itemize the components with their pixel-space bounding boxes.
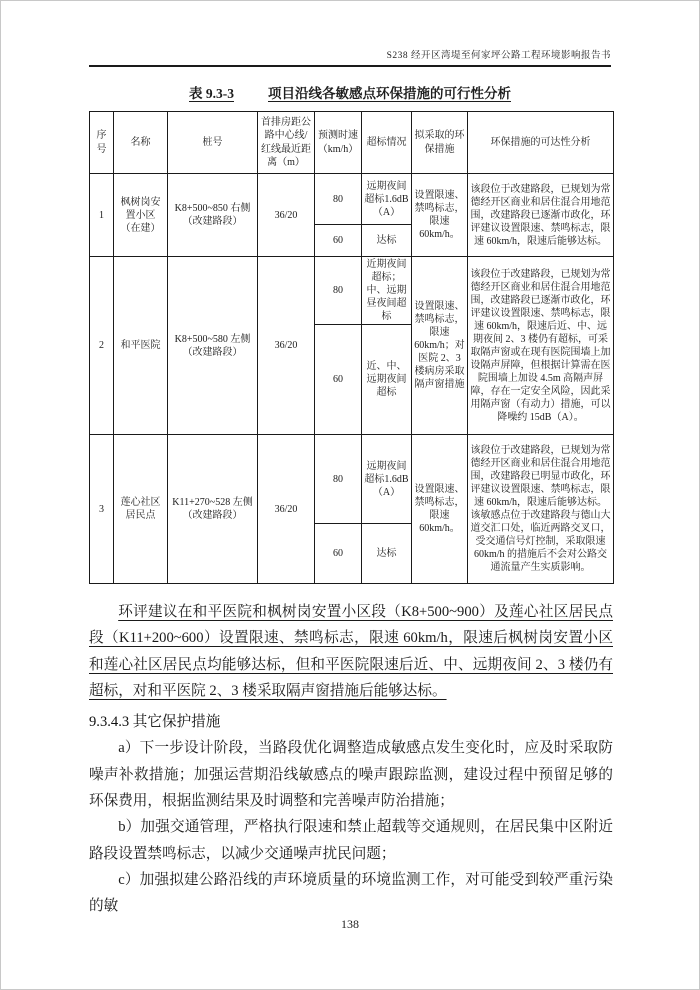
cell-stake: K11+270~528 左侧（改建路段） (168, 435, 258, 584)
running-header (89, 47, 611, 67)
cell-status: 达标 (362, 225, 412, 257)
col-header-measures: 拟采取的环保措施 (412, 112, 468, 174)
cell-status: 远期夜间超标1.6dB（A） (362, 435, 412, 524)
cell-status: 近期夜间超标；中、远期昼夜间超标 (362, 257, 412, 325)
cell-analysis: 该段位于改建路段，已规划为常德经开区商业和居住混合用地范围，改建路段已明显市政化，环评建议设置限速、禁鸣标志，限速 60km/h，限速后能够达标。该敏感点位于改建路段与德山大道交汇口处，临近两路交叉口，受交通信号灯控制，采取限速 60km/h 的措施后不会对公路交通流量产生实质影响。 (468, 435, 614, 584)
cell-index: 1 (90, 174, 114, 257)
table-caption (89, 82, 611, 102)
col-header-analysis: 环保措施的可达性分析 (468, 112, 614, 174)
table-header-row (90, 112, 614, 174)
table-caption-label: 表 9.3-3 (189, 86, 234, 101)
cell-analysis: 该段位于改建路段，已规划为常德经开区商业和居住混合用地范围，改建路段已逐渐市政化，环评建议设置限速、禁鸣标志，限速 60km/h，限速后近、中、远期夜间 2、3 楼仍有超标，可采取隔声窗或在现有医院围墙上加设隔声屏障，但根据计算需在医院围墙上加设 4.5m 高隔声屏障，存在一定安全风险，因此采用隔声窗（有动力）措施，可以降噪约 15dB（A）。 (468, 257, 614, 435)
conclusion-paragraph: 环评建议在和平医院和枫树岗安置小区段（K8+500~900）及莲心社区居民点段（K11+200~600）设置限速、禁鸣标志，限速 60km/h，限速后枫树岗安置小区和莲心社区居民点均能够达标，但和平医院限速后近、中、远期夜间 2、3 楼仍有超标，对和平医院 2、3 楼采取隔声窗措施后能够达标。 (89, 604, 613, 699)
col-header-index: 序号 (90, 112, 114, 174)
section-heading: 9.3.4.3 其它保护措施 (89, 714, 221, 731)
cell-distance: 36/20 (258, 435, 315, 584)
cell-speed: 80 (315, 435, 362, 524)
cell-stake: K8+500~850 右侧（改建路段） (168, 174, 258, 257)
sensitive-points-table (89, 111, 614, 584)
col-header-speed: 预测时速（km/h） (315, 112, 362, 174)
col-header-name: 名称 (114, 112, 168, 174)
cell-name: 和平医院 (114, 257, 168, 435)
paragraph-a: a）下一步设计阶段，当路段优化调整造成敏感点发生变化时，应及时采取防噪声补救措施；加强运营期沿线敏感点的噪声跟踪监测，建设过程中预留足够的环保费用，根据监测结果及时调整和完善噪声防治措施； (89, 740, 613, 810)
cell-speed: 60 (315, 524, 362, 584)
cell-status: 达标 (362, 524, 412, 584)
cell-distance: 36/20 (258, 174, 315, 257)
cell-measures: 设置限速、禁鸣标志，限速 60km/h。 (412, 174, 468, 257)
col-header-distance: 首排房距公路中心线/红线最近距离（m） (258, 112, 315, 174)
cell-stake: K8+500~580 左侧（改建路段） (168, 257, 258, 435)
body-text (89, 599, 613, 920)
paragraph-c: c）加强拟建公路沿线的声环境质量的环境监测工作，对可能受到较严重污染的敏 (89, 871, 613, 915)
table-row (90, 257, 614, 325)
cell-index: 2 (90, 257, 114, 435)
cell-status: 近、中、远期夜间超标 (362, 325, 412, 435)
col-header-exceedance: 超标情况 (362, 112, 412, 174)
cell-speed: 80 (315, 174, 362, 225)
table-caption-title: 项目沿线各敏感点环保措施的可行性分析 (268, 86, 511, 101)
table-row (90, 435, 614, 524)
cell-status: 远期夜间超标1.6dB（A） (362, 174, 412, 225)
paragraph-b: b）加强交通管理，严格执行限速和禁止超载等交通规则，在居民集中区附近路段设置禁鸣标志，以减少交通噪声扰民问题； (89, 819, 613, 862)
cell-name: 枫树岗安置小区（在建） (114, 174, 168, 257)
col-header-stake: 桩号 (168, 112, 258, 174)
page-number: 138 (341, 917, 359, 931)
cell-distance: 36/20 (258, 257, 315, 435)
cell-measures: 设置限速、禁鸣标志，限速 60km/h；对医院 2、3 楼病房采取隔声窗措施 (412, 257, 468, 435)
cell-speed: 80 (315, 257, 362, 325)
cell-analysis: 该段位于改建路段，已规划为常德经开区商业和居住混合用地范围，改建路段已逐渐市政化，环评建议设置限速、禁鸣标志，限速 60km/h，限速后能够达标。 (468, 174, 614, 257)
cell-measures: 设置限速、禁鸣标志，限速 60km/h。 (412, 435, 468, 584)
table-row (90, 174, 614, 225)
cell-speed: 60 (315, 225, 362, 257)
cell-speed: 60 (315, 325, 362, 435)
cell-name: 莲心社区居民点 (114, 435, 168, 584)
report-title: S238 经开区湾堤至何家坪公路工程环境影响报告书 (386, 51, 611, 61)
cell-index: 3 (90, 435, 114, 584)
